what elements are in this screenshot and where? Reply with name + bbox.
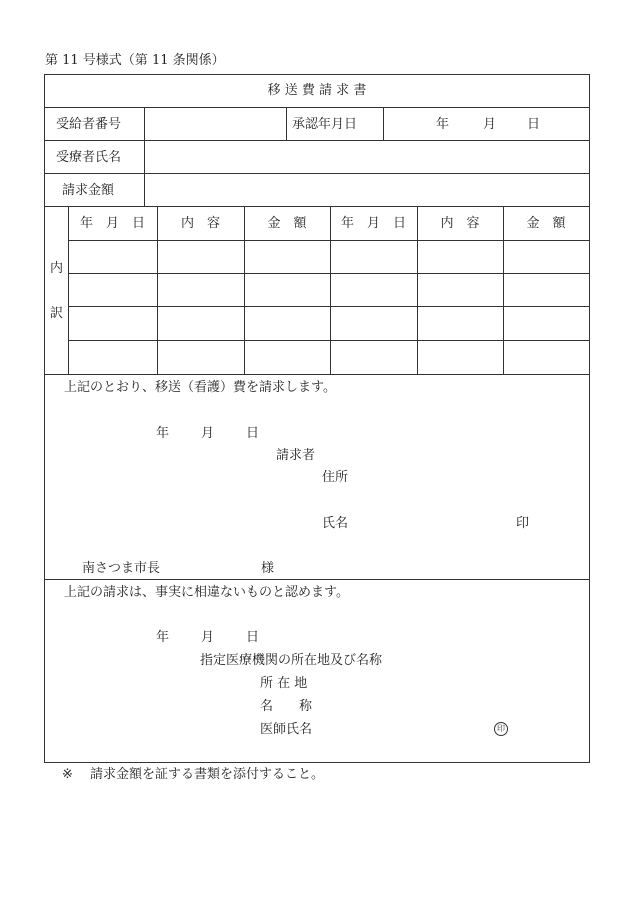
breakdown-header-amount-2: 金 額 bbox=[526, 216, 566, 231]
breakdown-header-date-1: 年 月 日 bbox=[79, 216, 145, 231]
claimant-seal: 印 bbox=[516, 516, 530, 531]
honorific: 様 bbox=[261, 561, 275, 576]
doctor-name-field[interactable] bbox=[330, 718, 480, 740]
doctor-name-label: 医師氏名 bbox=[260, 722, 313, 737]
claim-statement: 上記のとおり、移送（看護）費を請求します。 bbox=[64, 380, 336, 395]
addressee: 南さつま市長 bbox=[82, 561, 161, 576]
institution-label: 指定医療機関の所在地及び名称 bbox=[200, 653, 383, 668]
address-label: 住所 bbox=[322, 470, 349, 485]
approval-date-field[interactable] bbox=[384, 108, 589, 140]
claim-date-month: 月 bbox=[201, 426, 215, 441]
doctor-seal-text: 印 bbox=[497, 724, 505, 733]
claim-amount-label: 請求金額 bbox=[62, 183, 115, 198]
claim-date-day: 日 bbox=[246, 426, 260, 441]
claim-date-year: 年 bbox=[156, 426, 170, 441]
medical-date-day: 日 bbox=[246, 630, 260, 645]
breakdown-header-content-2: 内 容 bbox=[440, 216, 480, 231]
patient-name-label: 受療者氏名 bbox=[56, 150, 122, 165]
approval-date-label: 承認年月日 bbox=[292, 117, 358, 132]
claimant-name-label: 氏名 bbox=[322, 516, 349, 531]
approval-year: 年 bbox=[436, 117, 450, 132]
recipient-number-label: 受給者番号 bbox=[56, 117, 122, 132]
doctor-seal-icon bbox=[494, 722, 508, 736]
patient-name-field[interactable] bbox=[145, 141, 589, 173]
approval-month: 月 bbox=[483, 117, 497, 132]
institution-name-field[interactable] bbox=[330, 695, 550, 717]
breakdown-label-1: 内 bbox=[50, 261, 64, 276]
claimant-address-field[interactable] bbox=[352, 466, 572, 488]
medical-statement: 上記の請求は、事実に相違ないものと認めます。 bbox=[64, 585, 349, 600]
claimant-name-field[interactable] bbox=[352, 512, 502, 534]
breakdown-header-date-2: 年 月 日 bbox=[340, 216, 406, 231]
breakdown-label-2: 訳 bbox=[50, 306, 64, 321]
location-label: 所 在 地 bbox=[260, 676, 308, 691]
breakdown-header-amount-1: 金 額 bbox=[267, 216, 307, 231]
institution-name-label: 名 称 bbox=[260, 699, 313, 714]
medical-date-year: 年 bbox=[156, 630, 170, 645]
recipient-number-field[interactable] bbox=[145, 108, 286, 140]
breakdown-header-content-1: 内 容 bbox=[180, 216, 220, 231]
form-number: 第 11 号様式（第 11 条関係） bbox=[45, 53, 225, 68]
medical-date-month: 月 bbox=[201, 630, 215, 645]
footnote-mark: ※ bbox=[62, 767, 73, 782]
form-title: 移 送 費 請 求 書 bbox=[267, 83, 367, 98]
approval-day: 日 bbox=[527, 117, 541, 132]
claim-amount-field[interactable] bbox=[145, 174, 589, 206]
claimant-label: 請求者 bbox=[276, 448, 316, 463]
location-field[interactable] bbox=[330, 672, 550, 694]
footnote-text: 請求金額を証する書類を添付すること。 bbox=[90, 767, 325, 782]
